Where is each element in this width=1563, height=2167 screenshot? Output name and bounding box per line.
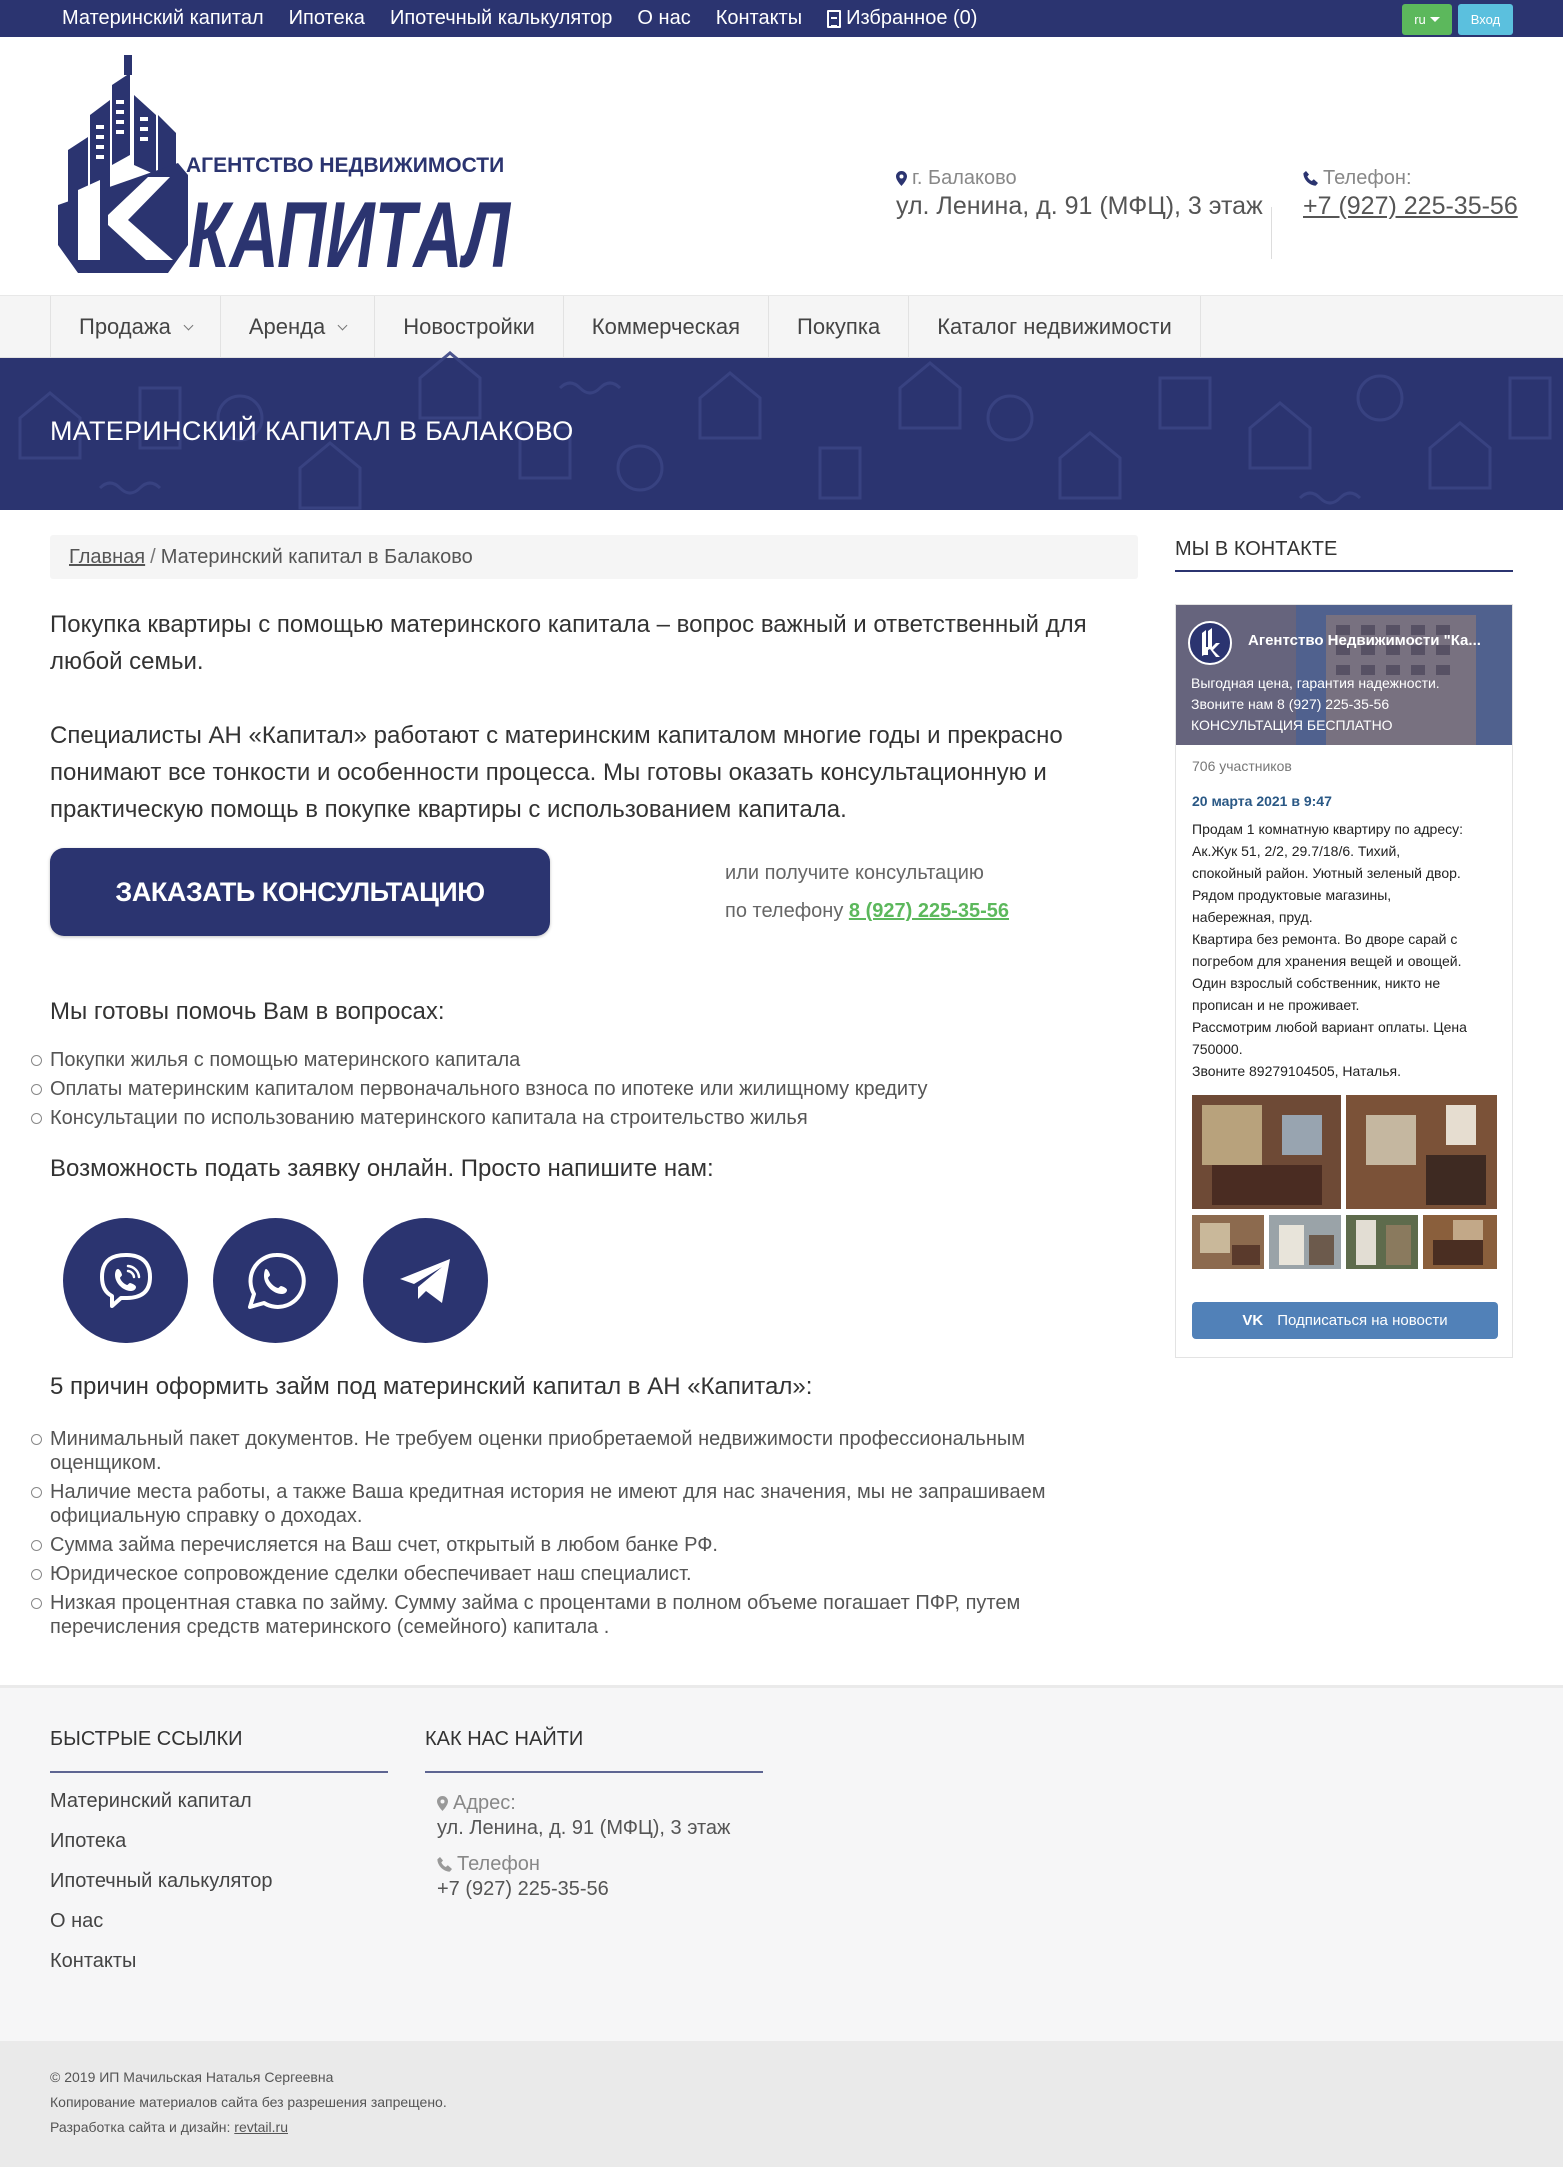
copy-notice: Копирование материалов сайта без разрешения запрещено. xyxy=(50,2094,447,2110)
vk-group-cover[interactable] xyxy=(1176,605,1512,745)
list-item: Консультации по использованию материнского капитала на строительство жилья xyxy=(50,1106,1138,1130)
vk-post-line: Рассмотрим любой вариант оплаты. Цена xyxy=(1192,1019,1467,1035)
site-header xyxy=(0,37,1563,295)
vk-post-line: погребом для хранения вещей и овощей. xyxy=(1192,953,1462,969)
vk-post-line: Квартира без ремонта. Во дворе сарай с xyxy=(1192,931,1458,947)
address-label: Адрес: xyxy=(453,1792,516,1814)
find-us-header xyxy=(425,1728,763,1773)
top-nav-item-about[interactable]: О нас xyxy=(637,7,691,29)
top-nav-item-contacts[interactable]: Контакты xyxy=(715,7,803,29)
vk-post-photo[interactable] xyxy=(1346,1215,1418,1269)
top-bar xyxy=(0,0,1563,37)
main-nav-item-commercial[interactable]: Коммерческая xyxy=(563,296,768,358)
footer-link-contacts[interactable]: Контакты xyxy=(50,1950,137,1972)
chevron-down-icon xyxy=(183,320,193,330)
vk-post-date[interactable]: 20 марта 2021 в 9:47 xyxy=(1192,793,1332,809)
footer-link-about[interactable]: О нас xyxy=(50,1910,104,1932)
specialists-paragraph: Специалисты АН «Капитал» работают с материнским капиталом многие годы и прекрасно понимают все тонкости и особенности процесса. Мы готовы оказать консультационную и практическую помощь в покупке квартиры с использованием капитала. xyxy=(50,722,1063,823)
address-value: ул. Ленина, д. 91 (МФЦ), 3 этаж xyxy=(896,192,1263,220)
footer-link-calculator[interactable]: Ипотечный калькулятор xyxy=(50,1870,273,1892)
language-label: ru xyxy=(1414,12,1426,27)
footer-link-mortgage[interactable]: Ипотека xyxy=(50,1830,127,1852)
caret-down-icon xyxy=(1430,17,1440,22)
vk-subscribe-button[interactable] xyxy=(1192,1302,1498,1339)
logo-tagline: АГЕНТСТВО НЕДВИЖИМОСТИ xyxy=(186,154,505,177)
page-banner xyxy=(0,358,1563,510)
phone-value[interactable]: +7 (927) 225-35-56 xyxy=(437,1878,609,1900)
vk-post-photo[interactable] xyxy=(1269,1215,1341,1269)
quick-links-header xyxy=(50,1728,388,1773)
vk-post-photo[interactable] xyxy=(1346,1095,1497,1209)
vk-post-photo[interactable] xyxy=(1423,1215,1497,1269)
reasons-list xyxy=(50,1427,1138,1644)
vk-post-line: набережная, пруд. xyxy=(1192,909,1313,925)
list-item: Минимальный пакет документов. Не требуем оценки приобретаемой недвижимости профессиональным оценщиком. xyxy=(50,1427,1138,1475)
list-item: Сумма займа перечисляется на Ваш счет, открытый в любом банке РФ. xyxy=(50,1533,1138,1557)
breadcrumb xyxy=(50,535,1138,579)
vk-post-line: 750000. xyxy=(1192,1041,1243,1057)
list-item: Низкая процентная ставка по займу. Сумму займа с процентами в полном объеме погашает ПФР, путем перечисления средств материнского (семейного) капитала . xyxy=(50,1591,1138,1639)
vk-subscribe-label: Подписаться на новости xyxy=(1277,1312,1448,1329)
vk-post-line: Ак.Жук 51, 2/2, 29.7/18/6. Тихий, xyxy=(1192,843,1401,859)
vk-logo-icon: VK xyxy=(1242,1312,1264,1329)
top-nav-item-calculator[interactable]: Ипотечный калькулятор xyxy=(389,7,613,29)
developer-link[interactable]: revtail.ru xyxy=(234,2119,288,2135)
phone-label: Телефон: xyxy=(1323,167,1412,189)
main-nav-label: Продажа xyxy=(79,314,171,339)
list-item: Наличие места работы, а также Ваша кредитная история не имеют для нас значения, мы не запрашиваем официальную справку о доходах. xyxy=(50,1480,1138,1528)
phone-label: Телефон xyxy=(457,1853,540,1875)
address-value: ул. Ленина, д. 91 (МФЦ), 3 этаж xyxy=(437,1817,731,1839)
find-us-title: КАК НАС НАЙТИ xyxy=(425,1728,584,1750)
quick-links-title: БЫСТРЫЕ ССЫЛКИ xyxy=(50,1728,243,1750)
agency-logo[interactable] xyxy=(58,55,518,287)
vk-post-line: Рядом продуктовые магазины, xyxy=(1192,887,1392,903)
list-item: Юридическое сопровождение сделки обеспечивает наш специалист. xyxy=(50,1562,1138,1586)
vk-group-name[interactable]: Агентство Недвижимости "Ка... xyxy=(1248,632,1481,649)
online-title: Возможность подать заявку онлайн. Просто напишите нам: xyxy=(50,1155,714,1182)
vk-post-line: Продам 1 комнатную квартиру по адресу: xyxy=(1192,821,1464,837)
phone-consultation-line1: или получите консультацию xyxy=(725,862,984,884)
phone-icon xyxy=(437,1857,452,1872)
developer-credit xyxy=(50,2119,288,2135)
top-nav xyxy=(62,0,1002,37)
reasons-title: 5 причин оформить займ под материнский капитал в АН «Капитал»: xyxy=(50,1373,813,1400)
copyright-bar xyxy=(0,2041,1563,2167)
main-nav-item-rent[interactable] xyxy=(220,296,374,358)
main-nav-item-catalog[interactable]: Каталог недвижимости xyxy=(908,296,1201,358)
vk-post-line: спокойный район. Уютный зеленый двор. xyxy=(1192,865,1461,881)
header-phone xyxy=(1303,167,1523,221)
language-dropdown[interactable] xyxy=(1402,4,1452,35)
logo-name: КАПИТАЛ xyxy=(188,182,512,287)
order-consultation-button[interactable]: ЗАКАЗАТЬ КОНСУЛЬТАЦИЮ xyxy=(50,848,550,936)
chevron-down-icon xyxy=(338,320,348,330)
help-title: Мы готовы помочь Вам в вопросах: xyxy=(50,998,445,1025)
phone-consultation-note xyxy=(725,854,1009,930)
breadcrumb-separator: / xyxy=(150,545,156,568)
intro-paragraph: Покупка квартиры с помощью материнского капитала – вопрос важный и ответственный для любой семьи. xyxy=(50,611,1087,675)
main-nav-item-new-buildings[interactable]: Новостройки xyxy=(374,296,563,358)
main-nav xyxy=(0,295,1563,358)
vk-post-line: Один взрослый собственник, никто не xyxy=(1192,975,1441,991)
vk-group-tagline xyxy=(1191,673,1440,736)
phone-consultation-line2: по телефону xyxy=(725,900,844,922)
whatsapp-icon xyxy=(244,1249,308,1313)
vk-tagline-line: КОНСУЛЬТАЦИЯ БЕСПЛАТНО xyxy=(1191,717,1393,733)
vk-post-line: прописан и не проживает. xyxy=(1192,997,1360,1013)
developer-label: Разработка сайта и дизайн: xyxy=(50,2119,231,2135)
breadcrumb-home-link[interactable]: Главная xyxy=(69,545,146,568)
main-nav-label: Аренда xyxy=(248,314,326,339)
help-list xyxy=(50,1048,1138,1135)
header-address xyxy=(896,167,1271,221)
main-nav-item-sale[interactable] xyxy=(50,296,220,358)
vk-post-line: Звоните 89279104505, Наталья. xyxy=(1192,1063,1401,1079)
telegram-button[interactable] xyxy=(363,1218,488,1343)
vk-post-photo[interactable] xyxy=(1192,1095,1341,1209)
phone-link[interactable]: +7 (927) 225-35-56 xyxy=(1303,192,1518,220)
vk-widget xyxy=(1175,604,1513,1358)
telegram-icon xyxy=(394,1249,458,1313)
map-pin-icon xyxy=(896,171,907,186)
title-underline xyxy=(425,1771,763,1773)
footer-link-maternity[interactable]: Материнский капитал xyxy=(50,1790,252,1812)
sidebar-title-underline xyxy=(1175,570,1513,572)
vk-members-count: 706 участников xyxy=(1192,758,1292,774)
list-item: Покупки жилья с помощью материнского капитала xyxy=(50,1048,1138,1072)
top-nav-item-mortgage[interactable]: Ипотека xyxy=(288,7,365,29)
header-divider xyxy=(1271,207,1272,259)
vk-avatar-logo xyxy=(1190,623,1230,663)
copyright-text: © 2019 ИП Мачильская Наталья Сергеевна xyxy=(50,2069,334,2085)
city-label: г. Балаково xyxy=(912,167,1017,189)
phone-icon xyxy=(1303,171,1318,186)
consultation-phone-link[interactable]: 8 (927) 225-35-56 xyxy=(848,900,1009,922)
favorites-label: Избранное (0) xyxy=(846,7,978,29)
page-title: МАТЕРИНСКИЙ КАПИТАЛ В БАЛАКОВО xyxy=(50,416,574,446)
vk-tagline-line: Выгодная цена, гарантия надежности. xyxy=(1191,675,1440,691)
favorites-link[interactable] xyxy=(827,7,977,30)
top-nav-item-maternity[interactable]: Материнский капитал xyxy=(62,7,264,29)
login-button[interactable]: Вход xyxy=(1458,4,1513,35)
title-underline xyxy=(50,1771,388,1773)
viber-icon xyxy=(94,1249,158,1313)
vk-group-avatar xyxy=(1188,621,1232,665)
document-icon xyxy=(827,10,841,28)
vk-post-text xyxy=(1192,818,1502,1082)
viber-button[interactable] xyxy=(63,1218,188,1343)
vk-tagline-line: Звоните нам 8 (927) 225-35-56 xyxy=(1191,696,1390,712)
main-nav-item-purchase[interactable]: Покупка xyxy=(768,296,908,358)
footer-quick-links xyxy=(50,1790,272,1990)
breadcrumb-current: Материнский капитал в Балаково xyxy=(160,545,473,568)
footer-address xyxy=(437,1792,730,1840)
map-pin-icon xyxy=(437,1796,448,1811)
list-item: Оплаты материнским капиталом первоначального взноса по ипотеке или жилищному кредиту xyxy=(50,1077,1138,1101)
vk-post-photo[interactable] xyxy=(1192,1215,1264,1269)
sidebar-title: МЫ В КОНТАКТЕ xyxy=(1175,538,1338,560)
footer-phone xyxy=(437,1853,609,1901)
whatsapp-button[interactable] xyxy=(213,1218,338,1343)
